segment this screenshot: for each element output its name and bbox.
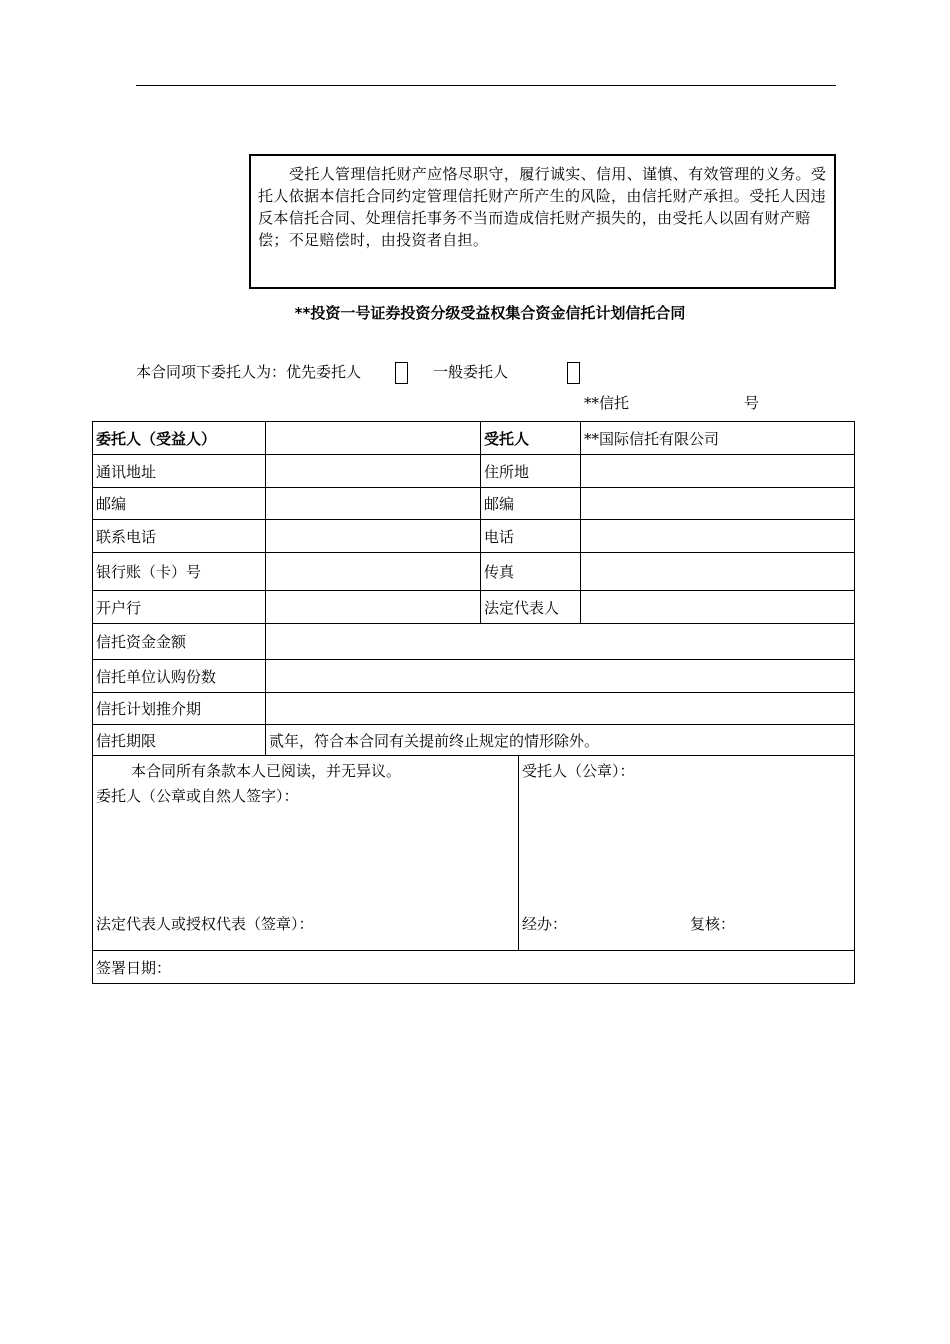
reviewer-label: 复核：: [690, 915, 736, 933]
table-row: [93, 951, 855, 984]
bank-account-label: 银行账（卡）号: [93, 553, 266, 591]
trust-amount-label: 信托资金金额: [93, 624, 266, 660]
trust-number-prefix: **信托: [584, 394, 630, 412]
table-row: [93, 591, 855, 624]
table-row: [93, 455, 855, 488]
address-label: 通讯地址: [93, 455, 266, 488]
table-row: [93, 488, 855, 520]
table-row: [93, 422, 855, 455]
table-row: [93, 520, 855, 553]
legal-rep-label: 法定代表人: [481, 591, 581, 624]
table-row: [93, 553, 855, 591]
handler-label: 经办：: [522, 915, 568, 933]
table-row: [93, 624, 855, 660]
contract-title: **投资一号证券投资分级受益权集合资金信托计划信托合同: [294, 304, 686, 322]
legal-rep-sign-label: 法定代表人或授权代表（签章）：: [96, 915, 314, 933]
domicile-label: 住所地: [481, 455, 581, 488]
address-value[interactable]: [266, 455, 481, 488]
fax-value[interactable]: [581, 553, 855, 591]
table-row: [93, 725, 855, 756]
signature-row: [93, 756, 855, 951]
general-trustor-checkbox[interactable]: [567, 362, 580, 384]
trustee-seal-label: 受托人（公章）：: [522, 762, 635, 780]
trustor-signature-area[interactable]: [93, 756, 519, 951]
trustee-phone-label: 电话: [481, 520, 581, 553]
contract-form-table: [92, 421, 855, 984]
postcode-value[interactable]: [266, 488, 481, 520]
trustor-type-label: 本合同项下委托人为：优先委托人: [136, 363, 362, 381]
phone-value[interactable]: [266, 520, 481, 553]
trust-term-label: 信托期限: [93, 725, 266, 756]
table-row: [93, 693, 855, 725]
trustee-signature-area[interactable]: [519, 756, 855, 951]
bank-branch-label: 开户行: [93, 591, 266, 624]
promotion-period-label: 信托计划推介期: [93, 693, 266, 725]
general-trustor-label: 一般委托人: [433, 363, 509, 381]
trustor-value[interactable]: [266, 422, 481, 455]
postcode-label: 邮编: [93, 488, 266, 520]
trustee-postcode-value[interactable]: [581, 488, 855, 520]
trustee-label: 受托人: [481, 422, 581, 455]
bank-account-value[interactable]: [266, 553, 481, 591]
trust-amount-value[interactable]: [266, 624, 855, 660]
trustor-sign-label: 委托人（公章或自然人签字）：: [96, 787, 299, 805]
domicile-value[interactable]: [581, 455, 855, 488]
trust-number-suffix: 号: [744, 394, 760, 412]
trust-term-value: 贰年，符合本合同有关提前终止规定的情形除外。: [266, 725, 855, 756]
risk-notice-box: 受托人管理信托财产应恪尽职守，履行诚实、信用、谨慎、有效管理的义务。受托人依据本信托合同约定管理信托财产所产生的风险，由信托财产承担。受托人因违反本信托合同、处理信托事务不当而造成信托财产损失的，由受托人以固有财产赔偿；不足赔偿时，由投资者自担。: [249, 154, 836, 289]
phone-label: 联系电话: [93, 520, 266, 553]
read-statement: 本合同所有条款本人已阅读，并无异议。: [131, 762, 402, 780]
trustee-phone-value[interactable]: [581, 520, 855, 553]
sign-date-field[interactable]: 签署日期：: [93, 951, 855, 984]
bank-branch-value[interactable]: [266, 591, 481, 624]
fax-label: 传真: [481, 553, 581, 591]
trustee-postcode-label: 邮编: [481, 488, 581, 520]
trustor-label: 委托人（受益人）: [93, 422, 266, 455]
units-label: 信托单位认购份数: [93, 660, 266, 693]
units-value[interactable]: [266, 660, 855, 693]
legal-rep-value[interactable]: [581, 591, 855, 624]
header-rule: [136, 85, 836, 86]
table-row: [93, 660, 855, 693]
priority-trustor-checkbox[interactable]: [395, 362, 408, 384]
trustee-value: **国际信托有限公司: [581, 422, 855, 455]
promotion-period-value[interactable]: [266, 693, 855, 725]
